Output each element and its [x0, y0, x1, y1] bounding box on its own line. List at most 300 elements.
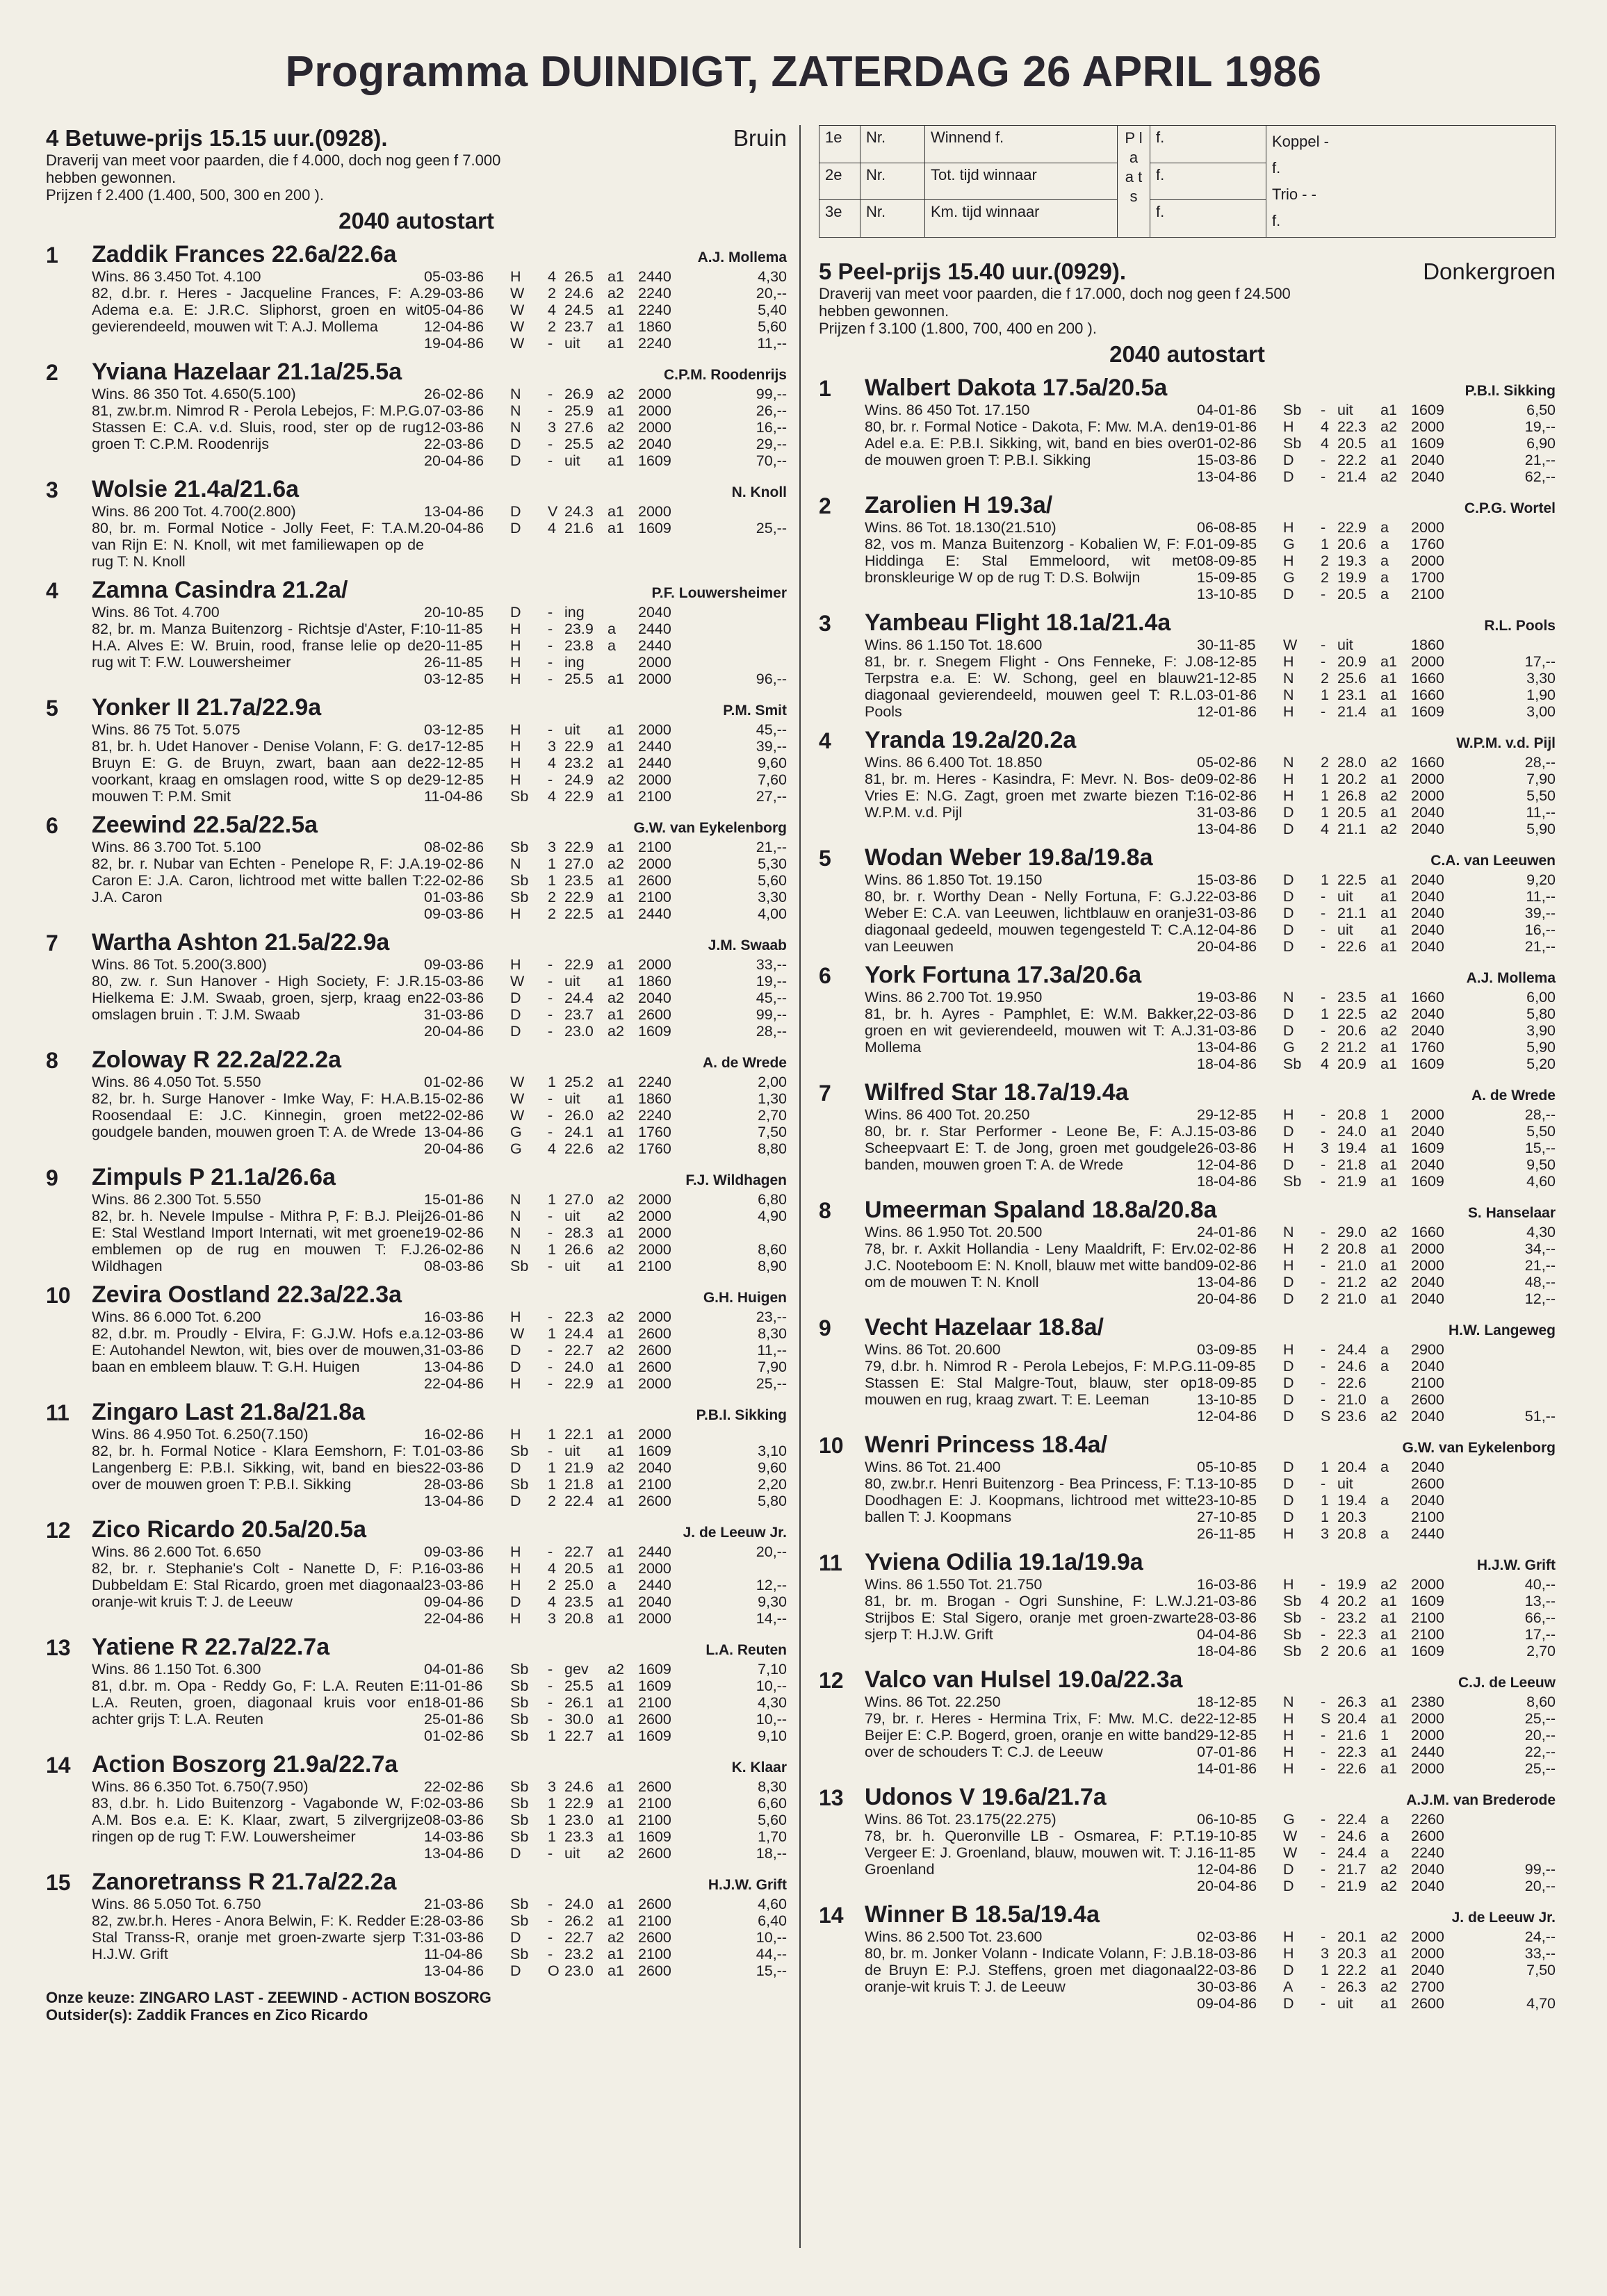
- record-row: [1197, 1274, 1556, 1290]
- nr-cell: Nr.: [860, 126, 925, 163]
- nr-cell: Nr.: [860, 200, 925, 238]
- record-cell: [1468, 1492, 1556, 1509]
- record-cell: 19.9: [1337, 569, 1367, 586]
- record-cell: D: [1283, 1274, 1294, 1290]
- record-cell: 2600: [638, 1711, 671, 1728]
- record-cell: 04-01-86: [424, 1661, 484, 1678]
- record-cell: 1: [548, 1426, 556, 1443]
- record-cell: D: [1283, 586, 1294, 602]
- record-cell: 1: [1321, 804, 1329, 821]
- record-cell: 22.6: [1337, 1760, 1367, 1777]
- record-row: [424, 738, 787, 755]
- horse-trainer: C.P.G. Wortel: [1464, 500, 1556, 516]
- horse-trainer: J. de Leeuw Jr.: [683, 1525, 787, 1541]
- record-cell: 62,--: [1524, 468, 1556, 485]
- record-cell: a: [1380, 1391, 1389, 1408]
- label-cell: Winnend f.: [925, 126, 1118, 163]
- record-cell: D: [510, 452, 521, 469]
- record-row: [1197, 1022, 1556, 1039]
- horse-body: [92, 1516, 787, 1627]
- horse-wins: Wins. 86 Tot. 20.600: [865, 1341, 1001, 1358]
- record-cell: a2: [607, 855, 624, 872]
- record-cell: D: [1283, 1878, 1294, 1894]
- record-cell: D: [510, 1593, 521, 1610]
- record-cell: 09-04-86: [1197, 1995, 1257, 2012]
- record-cell: 2100: [638, 788, 671, 805]
- record-row: [424, 1459, 787, 1476]
- record-cell: 5,80: [758, 1493, 787, 1509]
- horse-pedigree: 82, br. h. Nevele Impulse - Mithra P, F: B.J. Pleij E: Stal Westland Import Internati, wit met groene emblemen op de rug en mouwen T: F.J. Wildhagen: [92, 1208, 424, 1274]
- plaats-f-cell: f.: [1150, 200, 1266, 238]
- record-row: [424, 1191, 787, 1208]
- record-row: [1197, 1475, 1556, 1492]
- record-cell: [1468, 586, 1556, 602]
- record-cell: D: [1283, 804, 1294, 821]
- horse-description: [92, 1191, 424, 1274]
- record-cell: -: [1321, 1257, 1326, 1274]
- record-cell: a1: [607, 671, 624, 687]
- record-cell: 5,60: [758, 318, 787, 335]
- horse-entry: [46, 1047, 787, 1157]
- horse-records: [424, 956, 787, 1040]
- record-cell: 5,40: [758, 302, 787, 318]
- horse-body: [865, 1666, 1556, 1777]
- record-cell: 22.9: [564, 889, 594, 905]
- horse-pedigree: 82, br. h. Surge Hanover - Imke Way, F: H.A.B. Roosendaal E: J.C. Kinnegin, groen met goudgele banden, mouwen groen T: A. de Wrede: [92, 1090, 424, 1140]
- record-row: [1197, 1358, 1556, 1375]
- record-row: [424, 1577, 787, 1593]
- horse-name: Zamna Casindra 21.2a/: [92, 577, 348, 603]
- record-cell: 2000: [638, 1426, 671, 1443]
- record-cell: [695, 1560, 787, 1577]
- horse-body: [92, 1047, 787, 1157]
- horse-body: [92, 1399, 787, 1509]
- record-cell: 22.5: [564, 905, 594, 922]
- record-cell: H: [510, 1309, 521, 1325]
- record-cell: 2: [1321, 754, 1329, 771]
- record-cell: D: [1283, 921, 1294, 938]
- record-cell: 1: [548, 1828, 556, 1845]
- record-cell: 22-04-86: [424, 1375, 484, 1392]
- horse-name: Zingaro Last 21.8a/21.8a: [92, 1399, 366, 1425]
- record-cell: -: [1321, 1609, 1326, 1626]
- record-cell: a: [1380, 519, 1389, 536]
- record-cell: -: [1321, 1727, 1326, 1744]
- record-cell: 13-10-85: [1197, 1475, 1257, 1492]
- record-cell: a2: [1380, 754, 1397, 771]
- record-cell: 5,90: [1526, 1039, 1556, 1056]
- record-cell: 1660: [1411, 989, 1444, 1006]
- horse-description: [92, 1074, 424, 1157]
- race-color: Donkergroen: [1423, 259, 1556, 284]
- record-cell: 2600: [638, 872, 671, 889]
- record-cell: 25-01-86: [424, 1711, 484, 1728]
- record-cell: 45,--: [756, 990, 787, 1006]
- record-cell: 22,--: [1524, 1744, 1556, 1760]
- record-cell: a1: [607, 1224, 624, 1241]
- record-cell: a1: [607, 872, 624, 889]
- record-cell: a1: [607, 1795, 624, 1812]
- record-cell: gev: [564, 1661, 589, 1678]
- record-cell: a: [1380, 1811, 1389, 1828]
- record-cell: 3: [1321, 1140, 1329, 1156]
- record-cell: 2040: [1411, 468, 1444, 485]
- horse-pedigree: 81, br. h. Ayres - Pamphlet, E: W.M. Bakker, groen en wit gevierendeeld, mouwen wit T: A.J. Mollema: [865, 1006, 1197, 1056]
- record-cell: 15-09-85: [1197, 569, 1257, 586]
- record-cell: Sb: [510, 872, 529, 889]
- record-cell: 4: [548, 302, 556, 318]
- record-cell: 22.1: [564, 1426, 594, 1443]
- horse-header: [92, 577, 787, 604]
- koppel-trio-cell: [1266, 126, 1556, 238]
- record-cell: H: [1283, 1710, 1294, 1727]
- horse-description: [865, 519, 1197, 602]
- record-cell: 2600: [638, 1493, 671, 1509]
- record-cell: 99,--: [1524, 1861, 1556, 1878]
- onze-keuze: Onze keuze: ZINGARO LAST - ZEEWIND - ACTION BOSZORG: [46, 1989, 491, 2006]
- record-row: [1197, 989, 1556, 1006]
- horse-trainer: R.L. Pools: [1484, 618, 1556, 634]
- record-row: [424, 419, 787, 436]
- horse-name: Wodan Weber 19.8a/19.8a: [865, 844, 1153, 871]
- record-cell: 22.7: [564, 1929, 594, 1946]
- record-cell: 08-12-85: [1197, 653, 1257, 670]
- record-cell: 1609: [638, 1828, 671, 1845]
- record-cell: [1468, 1475, 1556, 1492]
- record-cell: 24.6: [1337, 1358, 1367, 1375]
- record-cell: 7,50: [1526, 1962, 1556, 1978]
- record-cell: Sb: [510, 889, 529, 905]
- horse-wins: Wins. 86 1.150 Tot. 18.600: [865, 637, 1043, 653]
- record-cell: 4,60: [758, 1896, 787, 1912]
- record-cell: 20.4: [1337, 1459, 1367, 1475]
- record-row: [1197, 402, 1556, 418]
- horse-trainer: P.B.I. Sikking: [1465, 383, 1556, 399]
- record-row: [1197, 1375, 1556, 1391]
- record-row: [424, 1224, 787, 1241]
- record-cell: -: [1321, 938, 1326, 955]
- record-cell: 2600: [1411, 1995, 1444, 2012]
- record-cell: 20.8: [1337, 1106, 1367, 1123]
- horse-body: [865, 844, 1556, 955]
- record-cell: 15-01-86: [424, 1191, 484, 1208]
- record-cell: 23.0: [564, 1962, 594, 1979]
- horse-entry: [46, 1164, 787, 1274]
- record-cell: -: [1321, 452, 1326, 468]
- record-cell: a1: [607, 1476, 624, 1493]
- record-cell: [607, 654, 638, 671]
- record-cell: [1468, 1358, 1556, 1375]
- horse-wins: Wins. 86 5.050 Tot. 6.750: [92, 1896, 261, 1912]
- horse-name: Yviana Hazelaar 21.1a/25.5a: [92, 359, 402, 385]
- horse-number: 4: [46, 578, 58, 603]
- record-row: [1197, 452, 1556, 468]
- record-cell: 09-02-86: [1197, 1257, 1257, 1274]
- horse-records: [1197, 402, 1556, 485]
- record-cell: 1660: [1411, 754, 1444, 771]
- record-cell: 23.7: [564, 1006, 594, 1023]
- horse-number: 14: [819, 1903, 844, 1928]
- horse-trainer: H.J.W. Grift: [1476, 1557, 1556, 1573]
- record-cell: 12,--: [1524, 1290, 1556, 1307]
- record-cell: 2000: [638, 671, 671, 687]
- horse-number: 2: [46, 360, 58, 385]
- horse-header: [865, 492, 1556, 519]
- record-cell: a1: [1380, 653, 1397, 670]
- record-cell: 3,10: [758, 1443, 787, 1459]
- record-cell: 15-03-86: [1197, 1123, 1257, 1140]
- horse-records: [424, 1074, 787, 1157]
- record-cell: -: [1321, 1173, 1326, 1190]
- record-cell: 16,--: [1524, 921, 1556, 938]
- horse-pedigree: 80, zw.br.r. Henri Buitenzorg - Bea Princess, F: T. Doodhagen E: J. Koopmans, lichtrood met witte ballen T: J. Koopmans: [865, 1475, 1197, 1525]
- record-cell: 2040: [638, 604, 671, 621]
- record-cell: -: [1321, 1844, 1326, 1861]
- record-cell: 13-04-86: [424, 1493, 484, 1509]
- horse-number: 9: [819, 1315, 831, 1340]
- record-cell: 20-04-86: [1197, 938, 1257, 955]
- record-cell: a1: [607, 755, 624, 771]
- record-cell: 2040: [1411, 1459, 1444, 1475]
- record-cell: 22.7: [564, 1342, 594, 1359]
- record-cell: 7,90: [758, 1359, 787, 1375]
- record-cell: a1: [1380, 1290, 1397, 1307]
- record-cell: 1660: [1411, 1224, 1444, 1240]
- record-cell: 2000: [638, 1560, 671, 1577]
- horse-header: [92, 1869, 787, 1896]
- record-row: [1197, 703, 1556, 720]
- horse-header: [865, 844, 1556, 871]
- record-cell: a2: [1380, 1861, 1397, 1878]
- record-cell: [1468, 637, 1556, 653]
- record-cell: [1468, 1844, 1556, 1861]
- horse-name: Zico Ricardo 20.5a/20.5a: [92, 1516, 366, 1543]
- record-cell: 2440: [638, 755, 671, 771]
- record-row: [1197, 1290, 1556, 1307]
- record-row: [424, 1661, 787, 1678]
- record-cell: -: [548, 1375, 553, 1392]
- record-cell: a1: [607, 1778, 624, 1795]
- record-cell: 16-02-86: [424, 1426, 484, 1443]
- record-cell: 4: [548, 520, 556, 536]
- record-cell: Sb: [1283, 1643, 1302, 1659]
- record-cell: 2440: [638, 268, 671, 285]
- record-cell: W: [510, 285, 525, 302]
- horse-wins: Wins. 86 4.050 Tot. 5.550: [92, 1074, 261, 1090]
- record-row: [1197, 1492, 1556, 1509]
- record-cell: 23.7: [564, 318, 594, 335]
- horse-records: [1197, 1694, 1556, 1777]
- record-cell: 8,80: [758, 1140, 787, 1157]
- horse-description: [92, 956, 424, 1040]
- record-cell: 12-01-86: [1197, 703, 1257, 720]
- record-row: [424, 1023, 787, 1040]
- record-cell: N: [1283, 1694, 1294, 1710]
- record-cell: a2: [607, 1140, 624, 1157]
- record-cell: a1: [607, 973, 624, 990]
- record-cell: a1: [1380, 804, 1397, 821]
- record-cell: a1: [1380, 1626, 1397, 1643]
- record-cell: 12-04-86: [1197, 1408, 1257, 1425]
- horse-wins: Wins. 86 Tot. 22.250: [865, 1694, 1001, 1710]
- record-cell: 2000: [1411, 552, 1444, 569]
- record-cell: 28-03-86: [424, 1912, 484, 1929]
- record-row: [1197, 519, 1556, 536]
- record-cell: a2: [1380, 821, 1397, 837]
- record-cell: 23.8: [564, 637, 594, 654]
- record-cell: [1380, 1375, 1411, 1391]
- horse-number: 9: [46, 1165, 58, 1190]
- horse-pedigree: 79, br. r. Heres - Hermina Trix, F: Mw. M.C. de Beijer E: C.P. Bogerd, groen, oranje en witte band over de schouders T: C.J. de Leeuw: [865, 1710, 1197, 1760]
- record-cell: H: [510, 1426, 521, 1443]
- horse-trainer: A. de Wrede: [703, 1055, 787, 1071]
- record-cell: a1: [607, 788, 624, 805]
- record-cell: 9,60: [758, 755, 787, 771]
- record-row: [424, 755, 787, 771]
- record-cell: 26.2: [564, 1912, 594, 1929]
- page-title: Programma DUINDIGT, ZATERDAG 26 APRIL 1986: [285, 48, 1322, 96]
- record-cell: 1: [548, 1459, 556, 1476]
- horse-entry: [819, 1197, 1556, 1307]
- record-cell: 5,90: [1526, 821, 1556, 837]
- horse-body: [92, 929, 787, 1040]
- column-divider: [799, 125, 801, 2248]
- record-cell: N: [510, 1208, 521, 1224]
- record-cell: 25,--: [1524, 1760, 1556, 1777]
- record-cell: [1468, 1459, 1556, 1475]
- record-row: [424, 1946, 787, 1962]
- record-cell: uit: [564, 1845, 580, 1862]
- record-cell: 2000: [638, 419, 671, 436]
- record-cell: H: [1283, 1140, 1294, 1156]
- record-cell: H: [1283, 653, 1294, 670]
- horse-details: [92, 503, 787, 570]
- plaats-f-cell: f.: [1150, 163, 1266, 200]
- place-cell: 3e: [819, 200, 860, 238]
- record-cell: 1,70: [758, 1828, 787, 1845]
- record-cell: 2000: [1411, 1576, 1444, 1593]
- record-cell: 12-04-86: [424, 318, 484, 335]
- record-cell: 2040: [638, 990, 671, 1006]
- record-cell: -: [1321, 1928, 1326, 1945]
- record-cell: 18-04-86: [1197, 1643, 1257, 1659]
- record-cell: uit: [1337, 637, 1353, 653]
- horse-number: 12: [46, 1518, 71, 1543]
- record-cell: 25.5: [564, 436, 594, 452]
- record-cell: D: [510, 1929, 521, 1946]
- record-cell: D: [510, 503, 521, 520]
- horse-wins: Wins. 86 4.950 Tot. 6.250(7.150): [92, 1426, 309, 1443]
- record-cell: 20-04-86: [424, 1140, 484, 1157]
- horse-description: [865, 989, 1197, 1072]
- horse-entry: [819, 1432, 1556, 1542]
- horse-entry: [819, 1549, 1556, 1659]
- record-row: [424, 1375, 787, 1392]
- horse-entry: [819, 1666, 1556, 1777]
- record-cell: N: [510, 419, 521, 436]
- horse-body: [865, 1901, 1556, 2012]
- horse-details: [865, 1576, 1556, 1659]
- record-cell: uit: [1337, 1475, 1353, 1492]
- record-cell: 21-03-86: [1197, 1593, 1257, 1609]
- record-cell: 7,60: [758, 771, 787, 788]
- record-cell: 21,--: [1524, 1257, 1556, 1274]
- record-cell: 2600: [1411, 1475, 1444, 1492]
- record-cell: 3: [1321, 1945, 1329, 1962]
- record-cell: uit: [564, 1090, 580, 1107]
- horse-number: 11: [46, 1400, 70, 1425]
- record-cell: -: [548, 1443, 553, 1459]
- record-cell: 1609: [638, 1443, 671, 1459]
- horse-trainer: F.J. Wildhagen: [685, 1172, 787, 1188]
- record-cell: a1: [1380, 871, 1397, 888]
- record-cell: 45,--: [756, 721, 787, 738]
- record-cell: 12-03-86: [424, 419, 484, 436]
- record-cell: 7,90: [1526, 771, 1556, 787]
- horse-name: Yambeau Flight 18.1a/21.4a: [865, 609, 1171, 636]
- record-cell: 2700: [1411, 1978, 1444, 1995]
- record-cell: -: [548, 956, 553, 973]
- record-cell: a2: [607, 386, 624, 402]
- record-cell: 1609: [638, 1661, 671, 1678]
- record-row: [424, 1006, 787, 1023]
- record-cell: 18-04-86: [1197, 1173, 1257, 1190]
- nr-cell: Nr.: [860, 163, 925, 200]
- record-cell: a1: [1380, 1257, 1397, 1274]
- record-cell: a1: [607, 956, 624, 973]
- horse-trainer: C.J. de Leeuw: [1458, 1675, 1556, 1691]
- record-cell: D: [510, 1493, 521, 1509]
- horse-details: [92, 839, 787, 922]
- record-cell: 21,--: [1524, 452, 1556, 468]
- record-cell: a2: [607, 1342, 624, 1359]
- record-cell: -: [1321, 921, 1326, 938]
- horse-pedigree: 81, br. h. Udet Hanover - Denise Volann, F: G. de Bruyn E: G. de Bruyn, zwart, baan aan de voorkant, kraag en omslagen rood, witte S op de mouwen T: P.M. Smit: [92, 738, 424, 805]
- record-cell: 05-10-85: [1197, 1459, 1257, 1475]
- record-cell: 1609: [638, 1678, 671, 1694]
- record-cell: 20.8: [1337, 1240, 1367, 1257]
- record-cell: a2: [1380, 787, 1397, 804]
- record-cell: 2100: [1411, 586, 1444, 602]
- record-cell: [1468, 536, 1556, 552]
- horse-wins: Wins. 86 Tot. 23.175(22.275): [865, 1811, 1057, 1828]
- record-cell: 02-02-86: [1197, 1240, 1257, 1257]
- record-cell: 13-04-86: [1197, 1039, 1257, 1056]
- record-cell: D: [1283, 938, 1294, 955]
- record-cell: 2000: [638, 721, 671, 738]
- record-cell: -: [1321, 1995, 1326, 2012]
- record-row: [424, 671, 787, 687]
- record-cell: 24.4: [564, 1325, 594, 1342]
- record-cell: 20,--: [1524, 1878, 1556, 1894]
- record-cell: Sb: [510, 1678, 529, 1694]
- record-cell: Sb: [510, 839, 529, 855]
- record-cell: -: [1321, 1358, 1326, 1375]
- record-cell: -: [1321, 1123, 1326, 1140]
- horse-number: 14: [46, 1753, 71, 1778]
- horse-records: [1197, 1341, 1556, 1425]
- record-cell: 16-11-85: [1197, 1844, 1256, 1861]
- record-cell: Sb: [1283, 1056, 1302, 1072]
- horse-trainer: A.J. Mollema: [697, 249, 787, 265]
- record-row: [424, 1912, 787, 1929]
- record-cell: 1609: [638, 452, 671, 469]
- record-cell: 19-01-86: [1197, 418, 1257, 435]
- record-row: [1197, 1123, 1556, 1140]
- record-cell: -: [1321, 1694, 1326, 1710]
- record-cell: N: [510, 1224, 521, 1241]
- record-cell: 1: [1321, 1962, 1329, 1978]
